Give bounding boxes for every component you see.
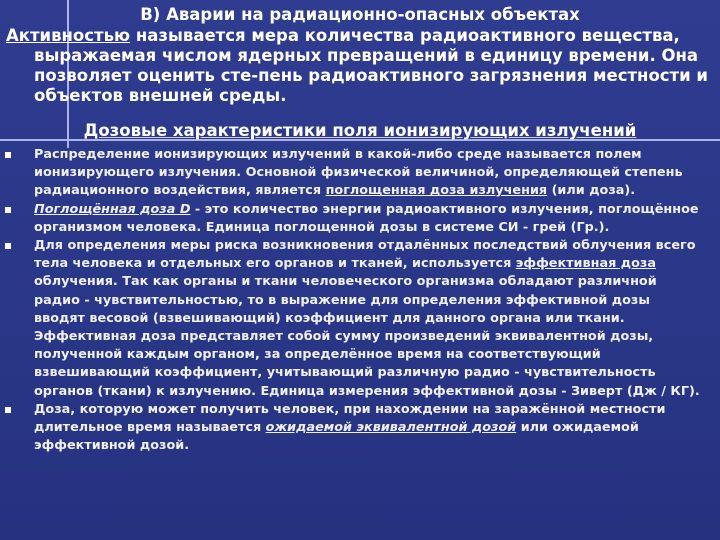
square-bullet-icon bbox=[5, 207, 11, 213]
slide-title: В) Аварии на радиационно-опасных объектах bbox=[140, 5, 580, 24]
list-item: Поглощённая доза D - это количество энергии радиоактивного излучения, поглощённое организмом человека. Единица поглощенной дозы в системе СИ - грей (Гр.). bbox=[0, 201, 720, 237]
expected-equivalent-dose-term: ожидаемой эквивалентной дозой bbox=[265, 420, 517, 436]
effective-dose-term: эффективная доза bbox=[515, 256, 656, 272]
bullet-list bbox=[0, 146, 720, 455]
list-item: Для определения меры риска возникновения отдалённых последствий облучения всего тела человека и отдельных его органов и тканей, используется эффективная доза облучения. Так как органы и ткани человеческого организма обладают различной радио - чувствительностью, то в выражение для определения эффективной дозы вводят весовой (взвешивающий) коэффициент для данного органа или ткани. Эффективная доза представляет собой сумму произведений эквивалентной дозы, полученной каждым органом, за определённое время на соответствующий взвешивающий коэффициент, учитывающий различную радио - чувствительность органов (ткани) к излучению. Единица измерения эффективной дозы - Зиверт (Дж / КГ). bbox=[0, 237, 720, 401]
intro-first-line: называется мера количества радиоактивного вещества, bbox=[130, 26, 680, 45]
list-item: Доза, которую может получить человек, при нахождении на заражённой местности длительное время называется ожидаемой эквивалентной дозой или ожидаемой эффективной дозой. bbox=[0, 401, 720, 456]
square-bullet-icon bbox=[5, 152, 11, 158]
section-subtitle: Дозовые характеристики поля ионизирующих излучений bbox=[83, 121, 637, 140]
square-bullet-icon bbox=[5, 243, 11, 249]
absorbed-dose-d-term: Поглощённая доза D bbox=[34, 201, 191, 217]
absorbed-dose-term: поглощенная доза излучения bbox=[325, 183, 548, 199]
list-item: Распределение ионизирующих излучений в какой-либо среде называется полем ионизирующего излучения. Основной физической величиной, определяющей степень радиационного воздействия, является поглощенная доза излучения (или доза). bbox=[0, 146, 720, 201]
activity-term: Активностью bbox=[6, 26, 131, 45]
intro-rest: выражаемая числом ядерных превращений в единицу времени. Она позволяет оценить сте-пень радиоактивного загрязнения местности и объектов внешней среды. bbox=[34, 46, 708, 105]
intro-paragraph bbox=[6, 26, 710, 106]
square-bullet-icon bbox=[5, 407, 11, 413]
